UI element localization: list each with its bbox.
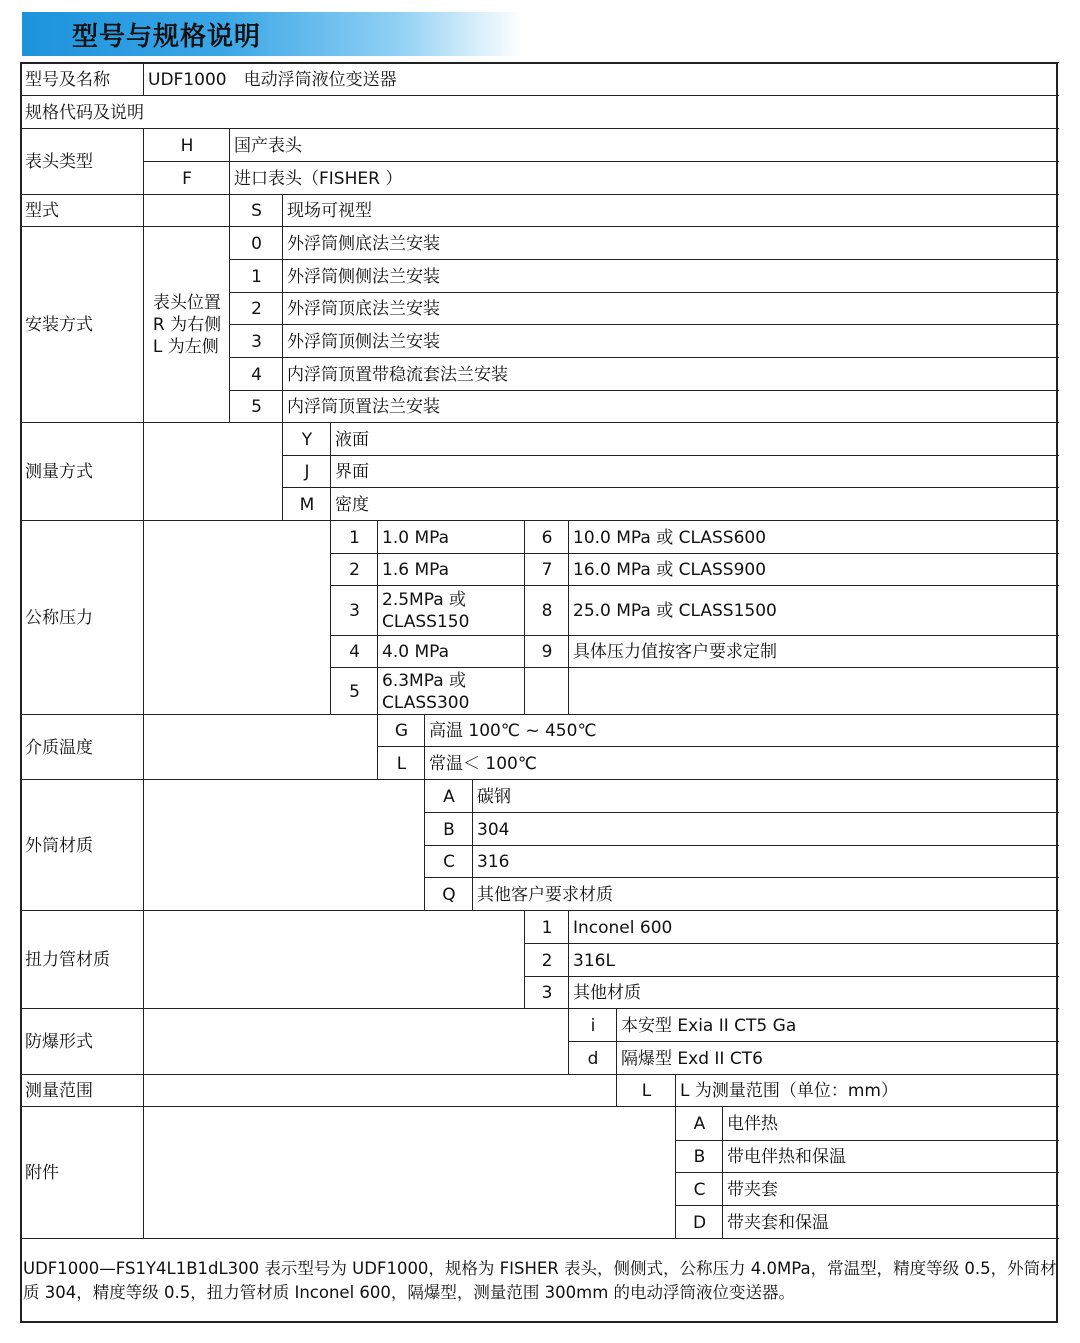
mounting-desc-text: 外浮筒顶侧法兰安装 — [287, 331, 440, 352]
pressure-code — [330, 635, 378, 668]
head-type-label-text: 表头类型 — [25, 152, 93, 172]
outer-material-label-text: 外筒材质 — [25, 835, 93, 856]
measure-desc-text: 液面 — [335, 429, 369, 450]
outer-material-desc-text: 其他客户要求材质 — [477, 884, 613, 905]
mounting-code-text: 2 — [251, 299, 262, 319]
pressure-code — [330, 520, 378, 554]
mounting-code — [229, 324, 283, 358]
accessory-desc — [722, 1106, 1059, 1141]
spec-label — [20, 95, 1059, 129]
style-code — [229, 194, 283, 227]
torque-tube-label — [20, 910, 144, 1009]
pressure-code — [524, 553, 569, 586]
measure-code-text: M — [299, 494, 315, 515]
pressure-desc-text: 4.0 MPa — [382, 642, 450, 662]
outer-material-desc — [472, 812, 1059, 846]
accessory-code-text: B — [693, 1147, 706, 1167]
pressure-desc — [568, 585, 1059, 636]
torque-tube-code — [524, 910, 569, 944]
mounting-desc-text: 外浮筒顶底法兰安装 — [287, 299, 440, 319]
pressure-desc-text: 具体压力值按客户要求定制 — [573, 642, 777, 662]
range-code-text: L — [641, 1081, 652, 1101]
pressure-desc — [568, 553, 1059, 586]
head-type-code — [143, 161, 230, 195]
measure-desc-text: 密度 — [335, 494, 369, 515]
head-type-desc — [229, 161, 1059, 195]
outer-material-code-text: C — [443, 852, 455, 872]
accessory-label — [20, 1106, 144, 1239]
measure-blank — [143, 422, 283, 521]
outer-material-code-text: Q — [442, 884, 456, 905]
pressure-code — [524, 585, 569, 636]
style-desc-text: 现场可视型 — [287, 201, 372, 221]
mounting-code — [229, 292, 283, 325]
measure-code — [282, 487, 331, 521]
model-label-text: 型号及名称 — [25, 69, 110, 90]
page-title: 型号与规格说明 — [72, 22, 262, 52]
explosion-code-text: d — [587, 1048, 599, 1069]
accessory-code — [675, 1140, 723, 1173]
temperature-desc — [424, 714, 1059, 747]
pressure-desc-text: 1.6 MPa — [382, 560, 450, 580]
temperature-code — [377, 714, 425, 747]
temperature-desc-text: 常温＜ 100℃ — [429, 753, 537, 774]
accessory-label-text: 附件 — [25, 1163, 59, 1183]
explosion-desc-text: 本安型 Exia II CT5 Ga — [621, 1015, 797, 1036]
range-code — [616, 1074, 676, 1107]
style-code-text: S — [251, 201, 262, 221]
mounting-desc — [282, 357, 1059, 391]
pressure-code-text: 8 — [541, 601, 553, 621]
pressure-code-text: 6 — [541, 527, 553, 548]
pressure-desc — [377, 585, 525, 636]
accessory-code — [675, 1106, 723, 1141]
temperature-label — [20, 714, 144, 780]
accessory-code-text: D — [692, 1212, 707, 1233]
pressure-desc-text: 16.0 MPa 或 CLASS900 — [573, 560, 767, 580]
mounting-desc — [282, 390, 1059, 423]
range-desc-text: L 为测量范围（单位：mm） — [680, 1081, 898, 1101]
measure-desc — [330, 422, 1059, 456]
outer-material-code — [424, 779, 473, 813]
pressure-code — [330, 667, 378, 715]
outer-material-desc — [472, 845, 1059, 878]
pressure-desc — [568, 635, 1059, 668]
outer-material-label — [20, 779, 144, 911]
mounting-code — [229, 390, 283, 423]
pressure-desc-text: 25.0 MPa 或 CLASS1500 — [573, 601, 777, 621]
mounting-desc-text: 外浮筒侧底法兰安装 — [287, 233, 440, 254]
measure-code — [282, 422, 331, 456]
outer-material-desc — [472, 877, 1059, 911]
mounting-desc — [282, 259, 1059, 293]
mounting-code-text: 4 — [251, 364, 262, 385]
accessory-desc-text: 带电伴热和保温 — [727, 1147, 846, 1167]
measure-label-text: 测量方式 — [25, 462, 93, 482]
mounting-desc-text: 内浮筒顶置法兰安装 — [287, 397, 440, 417]
pressure-code — [524, 520, 569, 554]
outer-material-code — [424, 812, 473, 846]
style-desc — [282, 194, 1059, 227]
pressure-desc — [568, 520, 1059, 554]
example-note-text: UDF1000—FS1Y4L1B1dL300 表示型号为 UDF1000，规格为 FISHER 表头，侧侧式，公称压力 4.0MPa，常温型，精度等级 0.5，外筒材质 304，精度等级 0.5，扭力管材质 Inconel 600，隔爆型，测量范围 300mm 的电动浮筒液位变送器。 — [23, 1259, 1057, 1302]
pressure-blank — [143, 520, 331, 715]
pressure-code — [330, 585, 378, 636]
accessory-desc-text: 电伴热 — [727, 1114, 778, 1134]
pressure-desc — [377, 553, 525, 586]
explosion-label-text: 防爆形式 — [25, 1032, 93, 1052]
outer-material-code — [424, 877, 473, 911]
pressure-desc — [377, 667, 525, 715]
explosion-desc — [616, 1041, 1059, 1075]
mounting-desc-text: 内浮筒顶置带稳流套法兰安装 — [287, 364, 508, 385]
pressure-code-text: 1 — [349, 527, 360, 548]
outer-material-code-text: A — [443, 786, 455, 807]
measure-code-text: J — [304, 462, 310, 482]
torque-tube-desc — [568, 943, 1059, 977]
pressure-code-text: 7 — [541, 560, 553, 580]
temperature-desc-text: 高温 100℃ ~ 450℃ — [429, 721, 597, 741]
measure-label — [20, 422, 144, 521]
pressure-desc — [377, 635, 525, 668]
range-blank — [143, 1074, 617, 1107]
example-note — [20, 1238, 1059, 1323]
torque-tube-desc-text: Inconel 600 — [573, 917, 673, 938]
style-label-text: 型式 — [25, 201, 59, 221]
pressure-desc-text: 2.5MPa 或 CLASS150 — [382, 590, 470, 632]
spec-label-text: 规格代码及说明 — [25, 102, 144, 123]
pressure-label-text: 公称压力 — [25, 608, 93, 628]
model-value — [143, 62, 1059, 96]
accessory-desc-text: 带夹套 — [727, 1179, 778, 1200]
explosion-code — [568, 1008, 617, 1042]
pressure-desc-text: 1.0 MPa — [382, 527, 450, 548]
head-type-desc-text: 进口表头（FISHER ） — [234, 168, 403, 189]
mounting-desc — [282, 226, 1059, 260]
head-type-label — [20, 128, 144, 195]
outer-material-code — [424, 845, 473, 878]
model-label — [20, 62, 144, 96]
head-type-code — [143, 128, 230, 162]
pressure-code — [330, 553, 378, 586]
pressure-label — [20, 520, 144, 715]
outer-material-desc-text: 碳钢 — [477, 786, 511, 807]
mounting-label — [20, 226, 144, 423]
outer-material-desc-text: 316 — [477, 852, 510, 872]
explosion-code-text: i — [590, 1015, 596, 1036]
pressure-code-text: 4 — [349, 642, 360, 662]
temperature-code — [377, 746, 425, 780]
torque-tube-code — [524, 943, 569, 977]
mounting-code — [229, 357, 283, 391]
mounting-code-text: 0 — [251, 233, 262, 254]
temperature-label-text: 介质温度 — [25, 737, 93, 758]
outer-material-desc-text: 304 — [477, 819, 510, 840]
measure-desc — [330, 487, 1059, 521]
explosion-label — [20, 1008, 144, 1075]
mounting-desc — [282, 324, 1059, 358]
explosion-desc-text: 隔爆型 Exd II CT6 — [621, 1048, 763, 1069]
accessory-blank — [143, 1106, 676, 1239]
pressure-code — [524, 635, 569, 668]
accessory-desc — [722, 1205, 1059, 1239]
mounting-code — [229, 259, 283, 293]
accessory-code-text: C — [693, 1179, 706, 1200]
torque-tube-desc — [568, 910, 1059, 944]
accessory-code-text: A — [693, 1114, 706, 1134]
range-label-text: 测量范围 — [25, 1081, 93, 1101]
style-blank — [143, 194, 230, 227]
head-type-desc-text: 国产表头 — [234, 135, 302, 156]
torque-tube-label-text: 扭力管材质 — [25, 950, 110, 970]
accessory-desc — [722, 1172, 1059, 1206]
head-type-code-text: H — [180, 135, 194, 156]
pressure-code-text: 5 — [349, 681, 360, 702]
range-label — [20, 1074, 144, 1107]
temperature-blank — [143, 714, 378, 780]
style-label — [20, 194, 144, 227]
spec-table — [20, 62, 1058, 1323]
torque-tube-code-text: 3 — [541, 983, 553, 1003]
mounting-note — [143, 226, 230, 423]
explosion-code — [568, 1041, 617, 1075]
pressure-code-text: 2 — [349, 560, 360, 580]
mounting-code-text: 1 — [251, 266, 262, 287]
torque-tube-desc — [568, 976, 1059, 1009]
model-value-text: UDF1000 电动浮筒液位变送器 — [148, 69, 397, 90]
torque-tube-code — [524, 976, 569, 1009]
pressure-desc-text: 6.3MPa 或 CLASS300 — [382, 670, 470, 713]
head-type-code-text: F — [182, 168, 192, 189]
temperature-code-text: G — [394, 721, 409, 741]
pressure-empty-code — [524, 667, 569, 715]
mounting-label-text: 安装方式 — [25, 315, 93, 335]
mounting-desc-text: 外浮筒侧侧法兰安装 — [287, 266, 440, 287]
range-desc — [675, 1074, 1059, 1107]
mounting-code-text: 5 — [251, 397, 262, 417]
pressure-code-text: 9 — [541, 642, 553, 662]
outer-material-desc — [472, 779, 1059, 813]
mounting-code — [229, 226, 283, 260]
accessory-desc — [722, 1140, 1059, 1173]
pressure-desc-text: 10.0 MPa 或 CLASS600 — [573, 527, 767, 548]
outer-material-blank — [143, 779, 425, 911]
mounting-note-text: 表头位置 R 为右侧 L 为左侧 — [152, 293, 222, 357]
accessory-code — [675, 1172, 723, 1206]
measure-desc-text: 界面 — [335, 462, 369, 482]
torque-tube-code-text: 2 — [541, 950, 553, 971]
mounting-desc — [282, 292, 1059, 325]
pressure-code-text: 3 — [349, 601, 360, 621]
measure-code-text: Y — [301, 429, 313, 450]
torque-tube-blank — [143, 910, 525, 1009]
accessory-desc-text: 带夹套和保温 — [727, 1212, 829, 1233]
torque-tube-desc-text: 316L — [573, 950, 615, 971]
temperature-code-text: L — [396, 753, 407, 774]
accessory-code — [675, 1205, 723, 1239]
torque-tube-desc-text: 其他材质 — [573, 983, 641, 1003]
temperature-desc — [424, 746, 1059, 780]
pressure-empty-desc — [568, 667, 1059, 715]
pressure-desc — [377, 520, 525, 554]
torque-tube-code-text: 1 — [541, 917, 553, 938]
measure-code — [282, 455, 331, 488]
outer-material-code-text: B — [443, 819, 455, 840]
explosion-desc — [616, 1008, 1059, 1042]
explosion-blank — [143, 1008, 569, 1075]
mounting-code-text: 3 — [251, 331, 262, 352]
head-type-desc — [229, 128, 1059, 162]
measure-desc — [330, 455, 1059, 488]
